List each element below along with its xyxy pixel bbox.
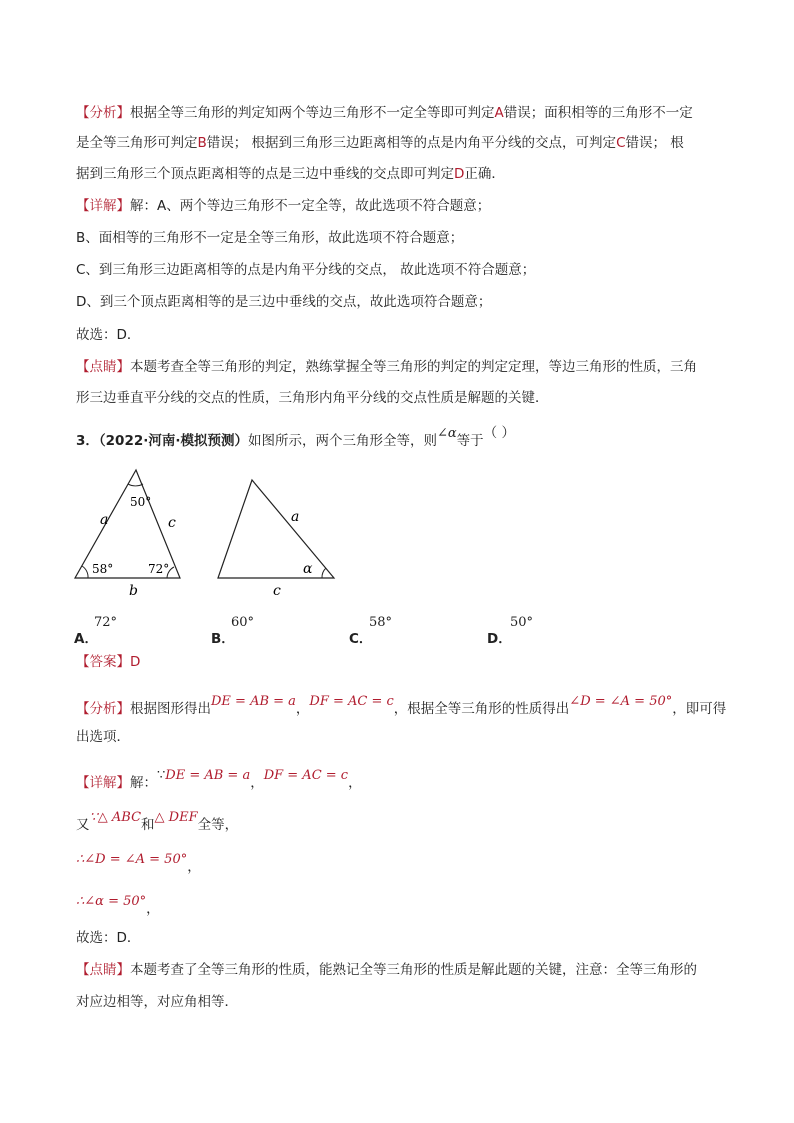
side-label-a-2: a	[291, 509, 300, 525]
q3-analysis-line-2: 出选项．	[76, 729, 130, 745]
detail-line-1: 【详解】解：A、两个等边三角形不一定全等，故此选项不符合题意；	[76, 198, 491, 214]
q3-analysis-line-1: 【分析】根据图形得出DE = AB = a，DF = AC = c，根据全等三角形的性质得出∠D = ∠A = 50°，即可得	[76, 694, 727, 717]
side-label-c: c	[168, 515, 176, 531]
detail-line-2: B、面相等的三角形不一定是全等三角形，故此选项不符合题意；	[76, 230, 464, 246]
q3-choose-line: 故选：D．	[76, 930, 141, 946]
equation-df-ac: DF = AC = c	[309, 694, 394, 709]
equation-angle-d-2: ∴∠D = ∠A = 50°	[76, 852, 188, 867]
equation-df-ac-2: DF = AC = c	[263, 768, 349, 783]
equation-angle-d: ∠D = ∠A = 50°	[569, 694, 673, 709]
analysis-tag: 【分析】	[76, 105, 130, 121]
q3-detail-line-3: ∴∠D = ∠A = 50°，	[76, 852, 201, 875]
comment-tag: 【点睛】	[76, 359, 130, 375]
angle-label-alpha: α	[303, 561, 313, 577]
comment-line-1: 【点睛】本题考查全等三角形的判定，熟练掌握全等三角形的判定的判定定理，等边三角形的性质，三角	[76, 359, 697, 375]
question-source: （2022·河南·模拟预测）	[98, 433, 248, 449]
q3-comment-line-2: 对应边相等，对应角相等．	[76, 994, 238, 1010]
question-3-stem: 3．（2022·河南·模拟预测）如图所示，两个三角形全等，则∠α等于（ ）	[76, 425, 515, 449]
analysis-line-3: 据到三角形三个顶点距离相等的点是三边中垂线的交点即可判定D正确．	[76, 166, 505, 182]
triangle-abc	[75, 470, 180, 599]
angle-label-left: 58°	[92, 562, 114, 576]
side-label-a: a	[100, 512, 109, 528]
answer-paren: （ ）	[483, 425, 515, 441]
q3-detail-line-4: ∴∠α = 50°，	[76, 894, 160, 917]
detail-line-4: D、到三个顶点距离相等的是三边中垂线的交点，故此选项符合题意；	[76, 294, 492, 310]
analysis-line-2: 是全等三角形可判定B错误； 根据到三角形三边距离相等的点是内角平分线的交点，可判定C错误； 根	[76, 135, 684, 151]
side-label-c-2: c	[273, 583, 281, 599]
detail-line-3: C、到三角形三边距离相等的点是内角平分线的交点， 故此选项不符合题意；	[76, 262, 536, 278]
analysis-line-1: 【分析】根据全等三角形的判定知两个等边三角形不一定全等即可判定A错误；面积相等的三角形不一定	[76, 105, 693, 121]
detail-tag: 【详解】	[76, 198, 130, 214]
triangle-def-ref: △ DEF	[154, 810, 198, 825]
triangles-figure	[60, 460, 360, 602]
document-page: 【分析】根据全等三角形的判定知两个等边三角形不一定全等即可判定A错误；面积相等的三角形不一定 是全等三角形可判定B错误； 根据到三角形三边距离相等的点是内角平分线的交点，可判定C错误； 根 据到三角形三个顶点距离相等的点是三边中垂线的交点即可判定D正确． 【详解】解：A、两个等边三角形不一定全等，故此选项不符合题意； B、面相等的三角形不一定是全等三角形，故此选项不符合题意； C、到三角形三边距离相等的点是内角平分线的交点， 故此选项不符合题意； D、到三个顶点距离相等的是三边中垂线的交点，故此选项符合题意； 故选：D． 【点睛】本题考查全等三角形的判定，熟练掌握全等三角形的判定的判定定理，等边三角形的性质，三角 形三边垂直平分线的交点的性质，三角形内角平分线的交点性质是解题的关键． 3．（2022·河南·模拟预测）如图所示，两个三角形全等，则∠α等于（ ） 50° 58° 72° a c b a α c A． 72° B． 60° C． 58° D． 50° 【答案】D 【分析】根据图形得出DE = AB = a，DF = AC = c，根据全等三角形的性质得出∠D = ∠A = 50°，即可得 出选项． 【详解】解：∵DE = AB = a，DF = AC = c， 又∵△ ABC和△ DEF全等， ∴∠D = ∠A = 50°， ∴∠α = 50°， 故选：D． 【点睛】本题考查了全等三角形的性质，能熟记全等三角形的性质是解此题的关键，注意：全等三角形的 对应边相等，对应角相等．	[0, 0, 794, 1123]
comment-line-2: 形三边垂直平分线的交点的性质，三角形内角平分线的交点性质是解题的关键．	[76, 390, 549, 406]
triangle-def	[218, 480, 334, 599]
angle-alpha: ∠α	[437, 426, 457, 441]
equation-de-ab: DE = AB = a	[211, 694, 296, 709]
angle-label-top: 50°	[130, 495, 152, 509]
q3-detail-line-2: 又∵△ ABC和△ DEF全等，	[76, 810, 239, 833]
equation-de-ab-2: DE = AB = a	[165, 768, 251, 783]
side-label-b: b	[129, 583, 138, 599]
q3-detail-line-1: 【详解】解：∵DE = AB = a，DF = AC = c，	[76, 768, 362, 791]
triangle-abc-ref: ∵△ ABC	[89, 810, 142, 825]
choose-line: 故选：D．	[76, 327, 141, 343]
answer-value: D	[130, 654, 141, 670]
answer-line	[76, 653, 716, 671]
answer-tag: 【答案】	[76, 654, 130, 670]
equation-alpha: ∴∠α = 50°	[76, 894, 147, 909]
angle-label-right: 72°	[148, 562, 170, 576]
q3-comment-line-1: 【点睛】本题考查了全等三角形的性质，能熟记全等三角形的性质是解此题的关键，注意：全等三角形的	[76, 962, 697, 978]
